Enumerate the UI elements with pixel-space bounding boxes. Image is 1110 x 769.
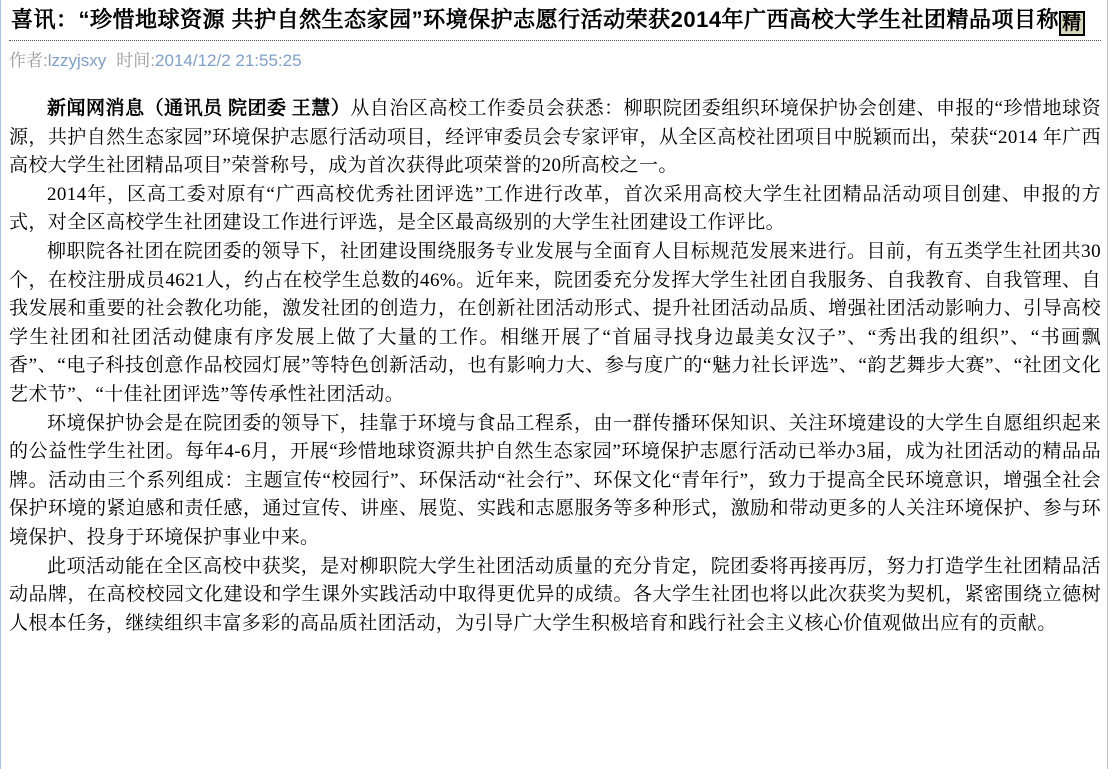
- author-value: lzzyjsxy: [47, 51, 107, 70]
- time-value: 2014/12/2 21:55:25: [155, 51, 302, 70]
- article-meta: [9, 41, 1101, 73]
- article-paragraph: 柳职院各社团在院团委的领导下，社团建设围绕服务专业发展与全面育人目标规范发展来进行。目前，有五类学生社团共30个，在校注册成员4621人，约占在校学生总数的46%。近年来，院团委充分发挥大学生社团自我服务、自我教育、自我管理、自我发展和重要的社会教化功能，激发社团的创造力，在创新社团活动形式、提升社团活动品质、增强社团活动影响力、引导高校学生社团和社团活动健康有序发展上做了大量的工作。相继开展了“首届寻找身边最美女汉子”、“秀出我的组织”、“书画飘香”、“电子科技创意作品校园灯展”等特色创新活动，也有影响力大、参与度广的“魅力社长评选”、“韵艺舞步大赛”、“社团文化艺术节”、“十佳社团评选”等传承性社团活动。: [9, 240, 1101, 405]
- article-title: [11, 5, 1101, 36]
- paragraph-bold-lead: 新闻网消息（通讯员 院团委 王慧）: [47, 98, 351, 119]
- author-label: 作者:: [9, 51, 48, 70]
- article-paragraph: 环境保护协会是在院团委的领导下，挂靠于环境与食品工程系，由一群传播环保知识、关注环境建设的大学生自愿组织起来的公益性学生社团。每年4-6月，开展“珍惜地球资源共护自然生态家园”环境保护志愿行活动已举办3届，成为社团活动的精品品牌。活动由三个系列组成：主题宣传“校园行”、环保活动“社会行”、环保文化“青年行”，致力于提高全民环境意识，增强全社会保护环境的紧迫感和责任感，通过宣传、讲座、展览、实践和志愿服务等多种形式，激励和带动更多的人关注环境保护、参与环境保护、投身于环境保护事业中来。: [9, 412, 1101, 548]
- article-title-text: 喜讯：“珍惜地球资源 共护自然生态家园”环境保护志愿行活动荣获2014年广西高校大学生社团精品项目称: [11, 7, 1060, 32]
- article-paragraph: 2014年，区高工委对原有“广西高校优秀社团评选”工作进行改革，首次采用高校大学生社团精品活动项目创建、申报的方式，对全区高校学生社团建设工作进行评选，是全区最高级别的大学生社团建设工作评比。: [9, 183, 1101, 234]
- time-label: 时间:: [116, 51, 156, 70]
- article-paragraph: 此项活动能在全区高校中获奖，是对柳职院大学生社团活动质量的充分肯定，院团委将再接再厉，努力打造学生社团精品活动品牌，在高校校园文化建设和学生课外实践活动中取得更优异的成绩。各大学生社团也将以此次获奖为契机，紧密围绕立德树人根本任务，继续组织丰富多彩的高品质社团活动，为引导广大学生积极培育和践行社会主义核心价值观做出应有的贡献。: [9, 555, 1101, 634]
- article-paragraph: 新闻网消息（通讯员 院团委 王慧）从自治区高校工作委员会获悉：柳职院团委组织环境保护协会创建、申报的“珍惜地球资源，共护自然生态家园”环境保护志愿行活动项目，经评审委员会专家评审，从全区高校社团项目中脱颖而出，荣获“2014 年广西高校大学生社团精品项目”荣誉称号，成为首次获得此项荣誉的20所高校之一。: [9, 98, 1101, 177]
- featured-badge: 精: [1059, 11, 1085, 36]
- article-body: [9, 95, 1101, 638]
